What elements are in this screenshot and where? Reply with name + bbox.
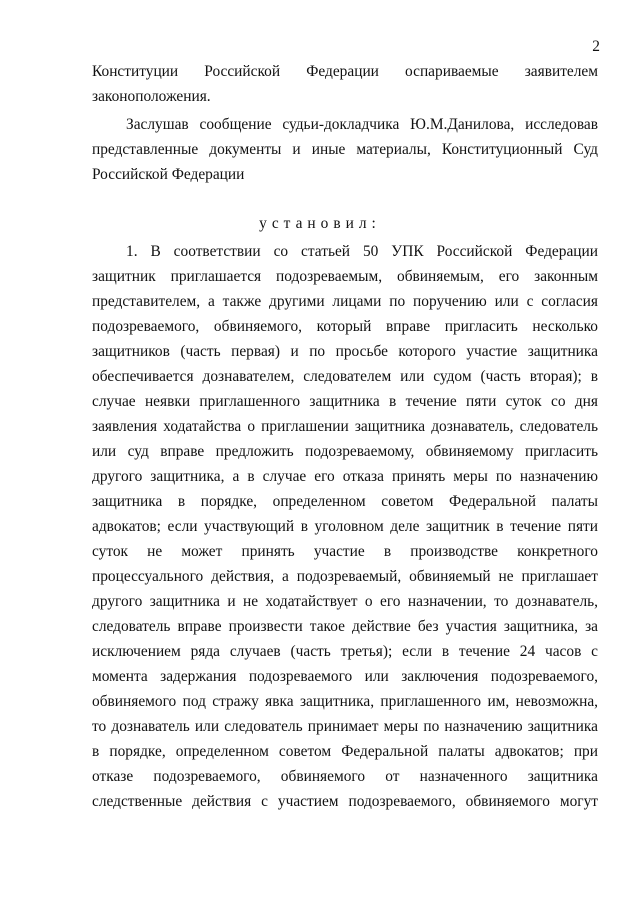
text-line: Заслушав сообщение судьи-докладчика Ю.М.Данилова, исследовав <box>126 116 598 133</box>
text-line: другого защитника, а в случае его отказа принять меры по назначению <box>92 468 598 485</box>
text-line: следственные действия с участием подозреваемого, обвиняемого могут <box>92 793 598 810</box>
text-line: обеспечивается дознавателем, следователем или судом (часть вторая); в <box>92 368 598 385</box>
text-line: адвокатов; если участвующий в уголовном деле защитник в течение пяти <box>92 518 598 535</box>
text-line: защитников (часть первая) и по просьбе которого участие защитника <box>92 343 598 360</box>
text-line: подозреваемого, обвиняемого, который вправе пригласить несколько <box>92 318 598 335</box>
text-line: законоположения. <box>92 88 211 105</box>
text-line: заявления ходатайства о приглашении защитника дознаватель, следователь <box>92 418 598 435</box>
text-line: момента задержания подозреваемого или заключения подозреваемого, <box>92 668 598 685</box>
text-line: суток не может принять участие в производстве конкретного <box>92 543 598 560</box>
section-heading: установил: <box>259 215 381 232</box>
text-line: представителем, а также другими лицами по поручению или с согласия <box>92 293 598 310</box>
text-line: Конституции Российской Федерации оспариваемые заявителем <box>92 63 598 80</box>
text-line: случае неявки приглашенного защитника в течение пяти суток со дня <box>92 393 598 410</box>
text-line: то дознаватель или следователь принимает меры по назначению защитника <box>92 718 598 735</box>
text-line: обвиняемого под стражу явка защитника, приглашенного им, невозможна, <box>92 693 598 710</box>
text-line: Российской Федерации <box>92 166 245 183</box>
text-line: или суд вправе предложить подозреваемому, обвиняемому пригласить <box>92 443 598 460</box>
page-number: 2 <box>592 38 600 55</box>
text-line: защитник приглашается подозреваемым, обвиняемым, его законным <box>92 268 598 285</box>
text-line: представленные документы и иные материалы, Конституционный Суд <box>92 141 598 158</box>
text-line: исключением ряда случаев (часть третья); если в течение 24 часов с <box>92 643 598 660</box>
text-line: 1. В соответствии со статьей 50 УПК Российской Федерации <box>126 243 598 260</box>
text-line: в порядке, определенном советом Федеральной палаты адвокатов; при <box>92 743 598 760</box>
text-line: процессуального действия, а подозреваемый, обвиняемый не приглашает <box>92 568 598 585</box>
text-line: другого защитника и не ходатайствует о его назначении, то дознаватель, <box>92 593 598 610</box>
text-line: следователь вправе произвести такое действие без участия защитника, за <box>92 618 598 635</box>
text-line: отказе подозреваемого, обвиняемого от назначенного защитника <box>92 768 598 785</box>
text-line: защитника в порядке, определенном советом Федеральной палаты <box>92 493 598 510</box>
